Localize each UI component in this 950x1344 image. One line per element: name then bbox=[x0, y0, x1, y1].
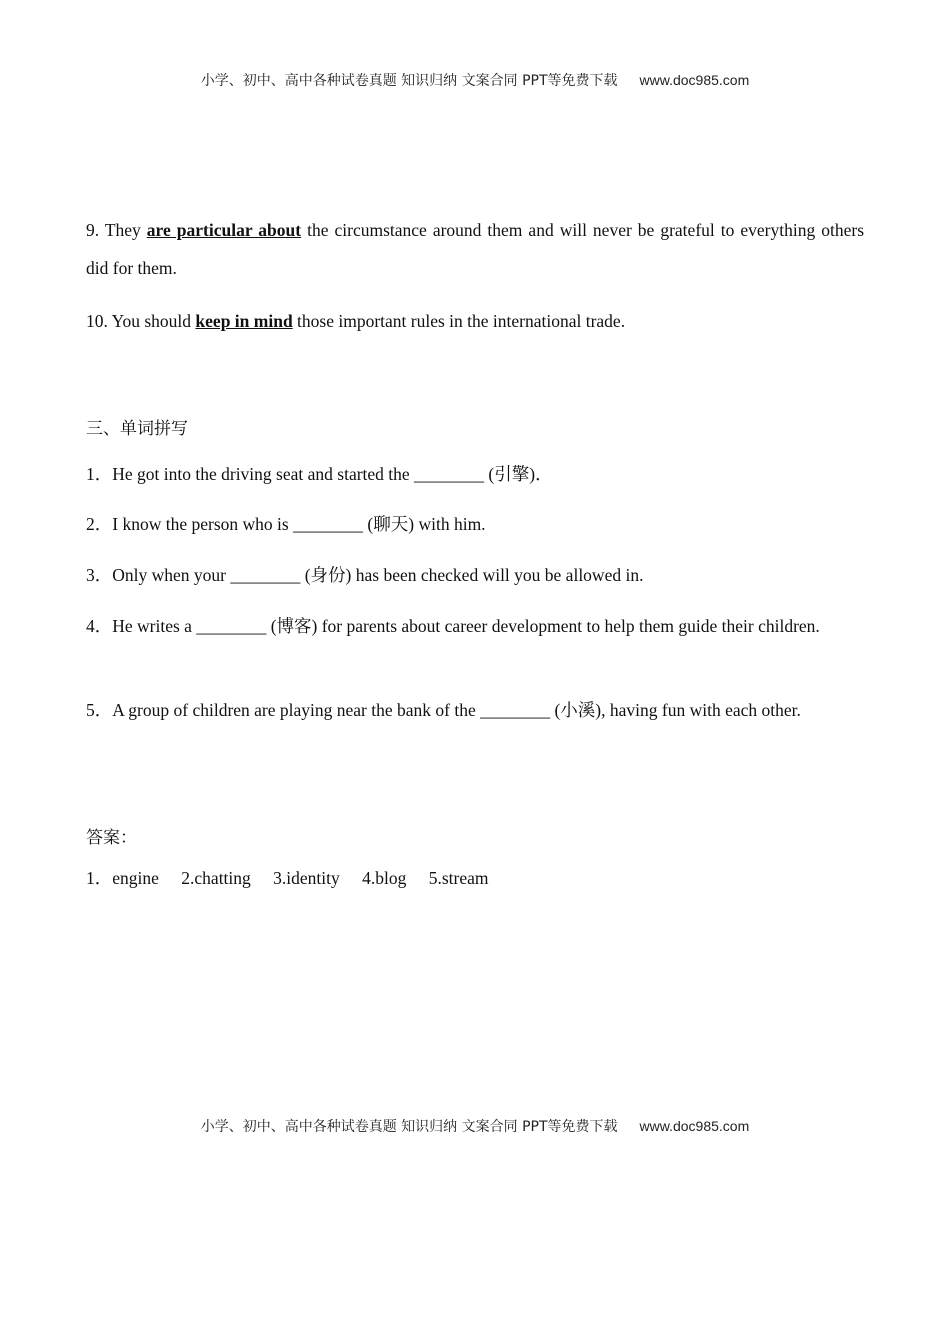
item-text: They bbox=[99, 220, 147, 240]
answer-2: 2.chatting bbox=[181, 868, 251, 888]
item-number: 10. bbox=[86, 311, 108, 331]
answer-3: 3.identity bbox=[273, 868, 340, 888]
question-4: 4．He writes a ________ (博客) for parents about career development to help them guide their children. bbox=[86, 616, 820, 636]
header-text: 小学、初中、高中各种试卷真题 知识归纳 文案合同 PPT等免费下载 bbox=[200, 73, 618, 89]
phrase-item-9 bbox=[86, 211, 864, 287]
item-text: the circumstance around them and will never be grateful to everything others did for them. bbox=[86, 220, 865, 278]
question-1: 1．He got into the driving seat and started the ________ (引擎)． bbox=[86, 464, 553, 484]
item-number: 9. bbox=[86, 220, 100, 240]
phrase-item-10 bbox=[86, 302, 864, 340]
question-5: 5．A group of children are playing near the bank of the ________ (小溪), having fun with each other. bbox=[86, 700, 801, 720]
underlined-phrase: are particular about bbox=[146, 220, 302, 240]
footer-text: 小学、初中、高中各种试卷真题 知识归纳 文案合同 PPT等免费下载 bbox=[200, 1119, 618, 1135]
answer-4: 4.blog bbox=[362, 868, 407, 888]
section-title: 三、单词拼写 bbox=[86, 419, 188, 439]
answer-label: 答案： bbox=[86, 828, 137, 848]
answer-1: 1．engine bbox=[86, 868, 159, 888]
page-footer bbox=[0, 1116, 950, 1136]
question-3: 3．Only when your ________ (身份) has been checked will you be allowed in. bbox=[86, 565, 644, 585]
underlined-phrase: keep in mind bbox=[195, 311, 293, 331]
item-text: those important rules in the international trade. bbox=[292, 311, 626, 331]
answer-5: 5.stream bbox=[428, 868, 489, 888]
question-2: 2．I know the person who is ________ (聊天) with him. bbox=[86, 514, 486, 534]
page-header bbox=[0, 70, 950, 90]
header-site-link[interactable]: www.doc985.com bbox=[639, 72, 750, 88]
answer-list bbox=[86, 865, 864, 890]
item-text: You should bbox=[107, 311, 196, 331]
footer-site-link[interactable]: www.doc985.com bbox=[639, 1118, 750, 1134]
